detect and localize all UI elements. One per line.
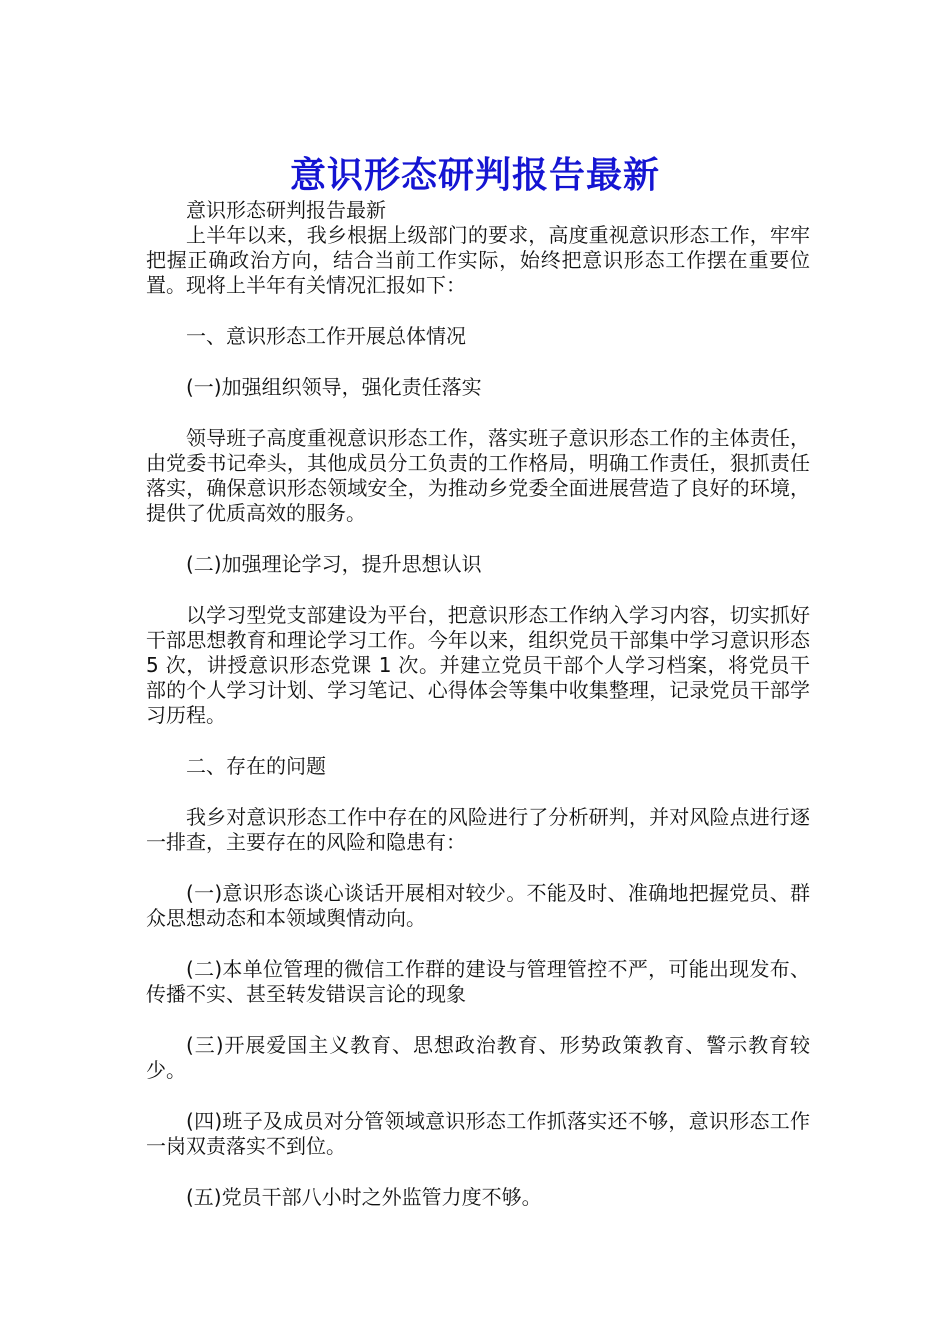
problem-item-3: (三)开展爱国主义教育、思想政治教育、形势政策教育、警示教育较少。 [146,1033,810,1082]
subtitle-paragraph: 意识形态研判报告最新 [186,198,386,222]
body-paragraph: 我乡对意识形态工作中存在的风险进行了分析研判，并对风险点进行逐一排查，主要存在的风险和隐患有： [146,805,810,854]
intro-paragraph: 上半年以来，我乡根据上级部门的要求，高度重视意识形态工作，牢牢把握正确政治方向，结合当前工作实际，始终把意识形态工作摆在重要位置。现将上半年有关情况汇报如下： [146,223,810,297]
subsection-heading-2: (二)加强理论学习，提升思想认识 [186,552,482,576]
section-heading-2: 二、存在的问题 [186,754,326,778]
problem-item-2: (二)本单位管理的微信工作群的建设与管理管控不严，可能出现发布、传播不实、甚至转发错误言论的现象 [146,957,810,1006]
document-title: 意识形态研判报告最新 [289,154,660,197]
document-body [146,198,810,1210]
body-paragraph: 以学习型党支部建设为平台，把意识形态工作纳入学习内容，切实抓好干部思想教育和理论学习工作。今年以来，组织党员干部集中学习意识形态 5 次，讲授意识形态党课 1 次。并建立党员干部个人学习档案，将党员干部的个人学习计划、学习笔记、心得体会等集中收集整理，记录党员干部学习历程。 [146,603,810,727]
subsection-heading-1: (一)加强组织领导，强化责任落实 [186,375,482,399]
section-heading-1: 一、意识形态工作开展总体情况 [186,324,466,348]
problem-item-1: (一)意识形态谈心谈话开展相对较少。不能及时、准确地把握党员、群众思想动态和本领域舆情动向。 [146,881,810,930]
body-paragraph: 领导班子高度重视意识形态工作，落实班子意识形态工作的主体责任，由党委书记牵头，其他成员分工负责的工作格局，明确工作责任，狠抓责任落实，确保意识形态领域安全，为推动乡党委全面进展营造了良好的环境，提供了优质高效的服务。 [146,426,810,525]
problem-item-5: (五)党员干部八小时之外监管力度不够。 [186,1185,542,1209]
problem-item-4: (四)班子及成员对分管领域意识形态工作抓落实还不够，意识形态工作一岗双责落实不到位。 [146,1109,810,1158]
